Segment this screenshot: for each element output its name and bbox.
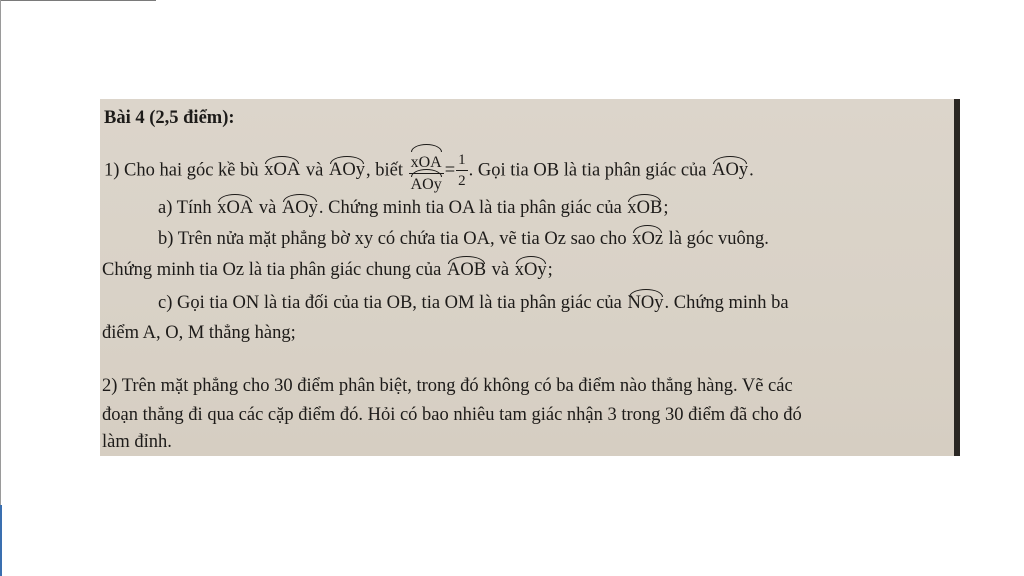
left-border-line	[0, 0, 1, 576]
text: và	[258, 198, 277, 218]
problem-2-line-1: 2) Trên mặt phẳng cho 30 điểm phân biệt, trong đó không có ba điểm nào thẳng hàng. Vẽ các	[102, 376, 793, 396]
top-border-line	[0, 0, 156, 1]
angle-aoy: AOy	[712, 160, 749, 181]
text: . Chứng minh ba	[664, 293, 789, 313]
half-denominator: 2	[456, 170, 468, 189]
text: và	[491, 260, 510, 280]
problem-2-line-2: đoạn thẳng đi qua các cặp điểm đó. Hỏi có bao nhiêu tam giác nhận 3 trong 30 điểm đã cho đó	[102, 405, 802, 425]
text: ;	[547, 260, 553, 280]
text: b) Trên nửa mặt phẳng bờ xy có chứa tia OA, vẽ tia Oz sao cho	[158, 229, 627, 249]
problem-2-line-3: làm đỉnh.	[102, 432, 172, 452]
angle-xoy: xOy	[514, 260, 547, 280]
exercise-photo	[100, 99, 960, 456]
text: , biết	[365, 160, 403, 181]
text: và	[305, 160, 324, 181]
text: Chứng minh tia Oz là tia phân giác chung của	[102, 260, 442, 280]
part-b-line-2	[102, 259, 553, 281]
angle-xoa: xOA	[264, 160, 301, 181]
angle-aoy: AOy	[328, 160, 365, 181]
equals-sign: =	[444, 160, 456, 181]
angle-xoa: xOA	[217, 198, 254, 218]
part-a-line	[158, 197, 669, 219]
fraction-numerator: xOA	[409, 149, 444, 173]
text: . Chứng minh tia OA là tia phân giác của	[318, 198, 622, 218]
half-numerator: 1	[458, 152, 466, 168]
problem-1-line	[104, 149, 754, 193]
text: ;	[663, 198, 669, 218]
exercise-title: Bài 4 (2,5 điểm):	[104, 108, 235, 128]
left-accent-bar	[0, 505, 2, 576]
text: a) Tính	[158, 198, 212, 218]
angle-aoy: AOy	[281, 198, 318, 218]
text: c) Gọi tia ON là tia đối của tia OB, tia OM là tia phân giác của	[158, 293, 622, 313]
angle-noy: NOy	[627, 293, 664, 313]
part-c-line-2: điểm A, O, M thẳng hàng;	[102, 323, 296, 343]
fraction-denominator: AOy	[409, 173, 444, 193]
angle-aob: AOB	[446, 260, 487, 280]
text: là góc vuông.	[668, 229, 769, 249]
text: . Gọi tia OB là tia phân giác của	[468, 160, 707, 181]
text: .	[749, 160, 754, 181]
text: 1) Cho hai góc kề bù	[104, 160, 259, 181]
angle-xoz: xOz	[632, 229, 664, 249]
part-c-line-1	[158, 292, 789, 314]
half-fraction	[456, 153, 468, 189]
angle-xob: xOB	[627, 198, 663, 218]
part-b-line-1	[158, 228, 769, 250]
angle-ratio-fraction	[409, 149, 444, 193]
